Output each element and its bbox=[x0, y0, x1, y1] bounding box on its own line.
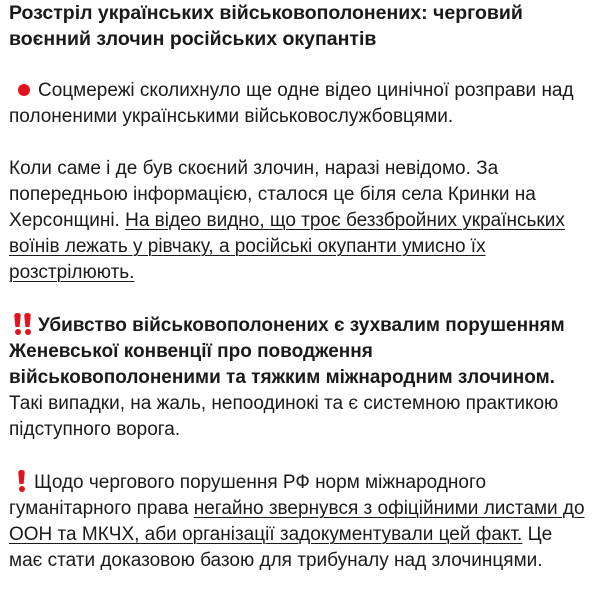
double-exclamation-icon bbox=[14, 313, 31, 339]
video-description-link[interactable]: На відео видно, що троє беззбройних українських воїнів лежать у рівчаку, а російські окупанти умисно їх розстрілюють. bbox=[9, 210, 565, 283]
post-title: Розстріл українських військовополонених: черговий воєнний злочин російських окупантів bbox=[9, 2, 523, 50]
red-circle-icon bbox=[18, 84, 30, 96]
paragraph-location bbox=[9, 156, 585, 286]
official-appeal-text-after: Це має стати доказовою базою для трибуналу над злочинцями. bbox=[9, 524, 553, 571]
paragraph-location-text: Коли саме і де був скоєний злочин, наразі невідомо. За попередньою інформацією, сталося це біля села Кринки на Херсонщині. bbox=[9, 158, 536, 231]
paragraph-official-appeal bbox=[9, 470, 585, 574]
geneva-violation-text: Такі випадки, на жаль, непоодинокі та є системною практикою підступного ворога. bbox=[9, 393, 559, 440]
paragraph-video-news-text: Соцмережі сколихнуло ще одне відео цинічної розправи над полоненими українськими військовослужбовцями. bbox=[9, 80, 574, 127]
official-appeal-text-before: Щодо чергового порушення РФ норм міжнародного гуманітарного права bbox=[9, 472, 487, 519]
paragraph-video-news bbox=[9, 78, 585, 130]
exclamation-icon bbox=[18, 470, 25, 496]
geneva-violation-bold-text: Убивство військовополонених є зухвалим порушенням Женевської конвенції про поводження військовополоненими та тяжким міжнародним злочином. bbox=[9, 315, 565, 388]
paragraph-geneva-violation bbox=[9, 313, 585, 443]
official-appeal-link[interactable]: негайно звернувся з офіційними листами до ООН та МКЧХ, аби організації задокументували цей факт. bbox=[9, 498, 585, 545]
